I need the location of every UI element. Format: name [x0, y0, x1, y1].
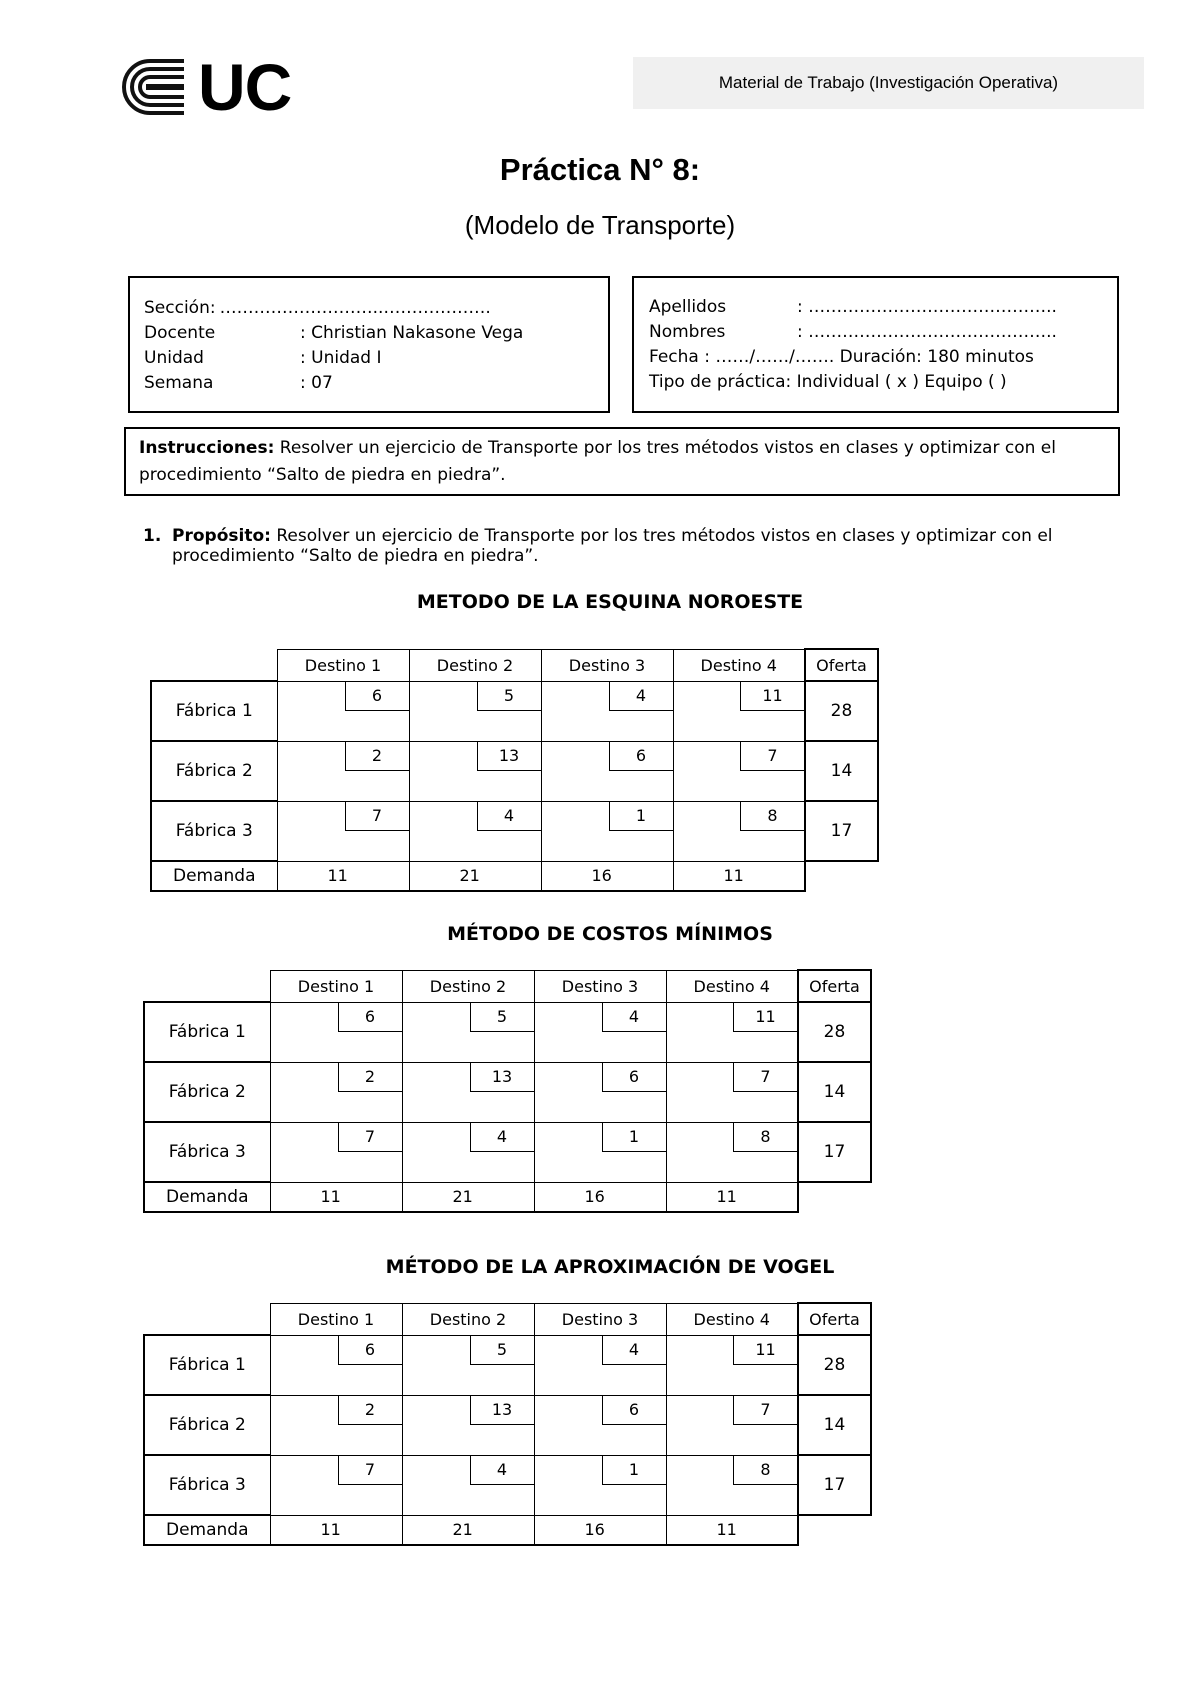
unidad-row [144, 346, 594, 371]
tipo-text: Tipo de práctica: Individual ( x ) Equipo ( ) [649, 372, 1007, 392]
corner-blank [798, 1182, 871, 1212]
supply-value: 14 [805, 741, 878, 801]
cost-value: 7 [345, 802, 409, 831]
demand-value: 11 [277, 861, 409, 891]
allocation-cell [534, 1122, 666, 1182]
allocation-cell [277, 681, 409, 741]
apellidos-row [649, 295, 1102, 320]
allocation-cell [402, 1335, 534, 1395]
allocation-cell [270, 1002, 402, 1062]
allocation-cell [270, 1395, 402, 1455]
cost-value: 4 [477, 802, 541, 831]
allocation-cell [270, 1122, 402, 1182]
fecha-text: Fecha : ……/……/……. Duración: 180 minutos [649, 347, 1034, 367]
cost-value: 11 [733, 1336, 797, 1365]
section-title-northwest: METODO DE LA ESQUINA NOROESTE [416, 591, 804, 613]
header-destino-2: Destino 2 [409, 649, 541, 681]
page-subtitle: (Modelo de Transporte) [464, 210, 736, 240]
cost-value: 2 [338, 1063, 402, 1092]
cost-value: 2 [338, 1396, 402, 1425]
cost-value: 4 [609, 682, 673, 711]
allocation-cell [277, 741, 409, 801]
allocation-cell [277, 801, 409, 861]
cost-value: 11 [733, 1003, 797, 1032]
nombres-row [649, 320, 1102, 345]
row-label-fabrica-2: Fábrica 2 [144, 1395, 270, 1455]
allocation-cell [666, 1395, 798, 1455]
header-destino-2: Destino 2 [402, 1303, 534, 1335]
allocation-cell [409, 681, 541, 741]
page-title: Práctica N° 8: [499, 152, 701, 187]
docente-label: Docente [144, 323, 216, 343]
allocation-cell [673, 801, 805, 861]
header-destino-4: Destino 4 [666, 970, 798, 1002]
seccion-row [144, 296, 594, 321]
transport-table-min-cost [143, 969, 872, 1213]
demand-value: 21 [409, 861, 541, 891]
header-destino-3: Destino 3 [534, 1303, 666, 1335]
demand-value: 11 [270, 1182, 402, 1212]
allocation-cell [541, 801, 673, 861]
cost-value: 8 [733, 1456, 797, 1485]
demand-label: Demanda [151, 861, 277, 891]
cost-value: 7 [733, 1396, 797, 1425]
unidad-value: : Unidad I [300, 348, 382, 368]
corner-blank [144, 1303, 270, 1335]
allocation-cell [666, 1122, 798, 1182]
supply-value: 14 [798, 1395, 871, 1455]
cost-value: 1 [602, 1123, 666, 1152]
cost-value: 8 [733, 1123, 797, 1152]
uc-logo [122, 50, 292, 124]
header-destino-2: Destino 2 [402, 970, 534, 1002]
cost-value: 5 [477, 682, 541, 711]
tipo-row [649, 370, 1102, 395]
row-label-fabrica-3: Fábrica 3 [144, 1455, 270, 1515]
cost-value: 11 [740, 682, 804, 711]
material-label: Material de Trabajo (Investigación Operativa) [633, 57, 1144, 109]
student-info-box [632, 276, 1119, 413]
row-label-fabrica-2: Fábrica 2 [144, 1062, 270, 1122]
corner-blank [805, 861, 878, 891]
allocation-cell [409, 741, 541, 801]
cost-value: 7 [740, 742, 804, 771]
unidad-label: Unidad [144, 348, 204, 368]
allocation-cell [534, 1335, 666, 1395]
row-label-fabrica-3: Fábrica 3 [151, 801, 277, 861]
allocation-cell [666, 1335, 798, 1395]
nombres-value: : …………………………………….. [797, 322, 1057, 342]
cost-value: 7 [338, 1456, 402, 1485]
allocation-cell [270, 1335, 402, 1395]
header-oferta: Oferta [798, 1303, 871, 1335]
allocation-cell [541, 681, 673, 741]
supply-value: 14 [798, 1062, 871, 1122]
demand-label: Demanda [144, 1182, 270, 1212]
cost-value: 6 [338, 1003, 402, 1032]
fecha-row [649, 345, 1102, 370]
demand-value: 11 [673, 861, 805, 891]
corner-blank [798, 1515, 871, 1545]
allocation-cell [673, 681, 805, 741]
header-oferta: Oferta [798, 970, 871, 1002]
supply-value: 17 [805, 801, 878, 861]
allocation-cell [409, 801, 541, 861]
demand-value: 16 [534, 1515, 666, 1545]
header-destino-3: Destino 3 [541, 649, 673, 681]
supply-value: 17 [798, 1455, 871, 1515]
seccion-label: Sección: [144, 298, 216, 318]
allocation-cell [666, 1002, 798, 1062]
cost-value: 6 [602, 1396, 666, 1425]
cost-value: 13 [470, 1063, 534, 1092]
demand-value: 21 [402, 1515, 534, 1545]
allocation-cell [534, 1455, 666, 1515]
demand-value: 16 [534, 1182, 666, 1212]
header-destino-1: Destino 1 [277, 649, 409, 681]
header-destino-4: Destino 4 [666, 1303, 798, 1335]
row-label-fabrica-3: Fábrica 3 [144, 1122, 270, 1182]
header-oferta: Oferta [805, 649, 878, 681]
cost-value: 5 [470, 1003, 534, 1032]
cost-value: 1 [602, 1456, 666, 1485]
header-destino-1: Destino 1 [270, 970, 402, 1002]
cost-value: 4 [602, 1003, 666, 1032]
purpose-text: Resolver un ejercicio de Transporte por los tres métodos vistos en clases y optimizar con el procedimiento “Salto de piedra en piedra”. [172, 526, 1053, 566]
demand-value: 21 [402, 1182, 534, 1212]
semana-value: : 07 [300, 373, 333, 393]
cost-value: 13 [470, 1396, 534, 1425]
row-label-fabrica-2: Fábrica 2 [151, 741, 277, 801]
uc-logo-text: UC [198, 50, 292, 124]
row-label-fabrica-1: Fábrica 1 [151, 681, 277, 741]
demand-value: 11 [666, 1515, 798, 1545]
semana-label: Semana [144, 373, 214, 393]
row-label-fabrica-1: Fábrica 1 [144, 1335, 270, 1395]
header-destino-4: Destino 4 [673, 649, 805, 681]
transport-table-northwest [150, 648, 879, 892]
supply-value: 28 [798, 1002, 871, 1062]
allocation-cell [270, 1062, 402, 1122]
supply-value: 17 [798, 1122, 871, 1182]
allocation-cell [534, 1062, 666, 1122]
header-destino-1: Destino 1 [270, 1303, 402, 1335]
cost-value: 6 [609, 742, 673, 771]
allocation-cell [666, 1062, 798, 1122]
cost-value: 5 [470, 1336, 534, 1365]
cost-value: 4 [470, 1456, 534, 1485]
purpose-number: 1. [143, 526, 162, 546]
docente-row [144, 321, 594, 346]
cost-value: 6 [345, 682, 409, 711]
allocation-cell [534, 1002, 666, 1062]
apellidos-label: Apellidos [649, 297, 727, 317]
instructions-text: Resolver un ejercicio de Transporte por los tres métodos vistos en clases y optimizar con el procedimiento “Salto de piedra en piedra”. [139, 438, 1056, 485]
allocation-cell [402, 1002, 534, 1062]
allocation-cell [402, 1455, 534, 1515]
cost-value: 1 [609, 802, 673, 831]
corner-blank [151, 649, 277, 681]
allocation-cell [270, 1455, 402, 1515]
supply-value: 28 [798, 1335, 871, 1395]
seccion-value: ………………………..………………. [219, 298, 491, 318]
demand-value: 11 [270, 1515, 402, 1545]
allocation-cell [402, 1122, 534, 1182]
cost-value: 8 [740, 802, 804, 831]
demand-value: 16 [541, 861, 673, 891]
allocation-cell [666, 1455, 798, 1515]
uc-logo-mark-icon [122, 59, 194, 115]
section-title-min-cost: MÉTODO DE COSTOS MÍNIMOS [447, 923, 773, 945]
cost-value: 4 [602, 1336, 666, 1365]
purpose-label: Propósito: [172, 526, 271, 546]
cost-value: 7 [338, 1123, 402, 1152]
cost-value: 6 [338, 1336, 402, 1365]
docente-value: : Christian Nakasone Vega [300, 323, 524, 343]
semana-row [144, 371, 594, 396]
course-info-box [128, 276, 610, 413]
demand-label: Demanda [144, 1515, 270, 1545]
header-destino-3: Destino 3 [534, 970, 666, 1002]
cost-value: 13 [477, 742, 541, 771]
purpose-item [143, 526, 1103, 566]
transport-table-vogel [143, 1302, 872, 1546]
demand-value: 11 [666, 1182, 798, 1212]
section-title-vogel: MÉTODO DE LA APROXIMACIÓN DE VOGEL [385, 1256, 835, 1278]
corner-blank [144, 970, 270, 1002]
supply-value: 28 [805, 681, 878, 741]
instructions-box [124, 427, 1120, 496]
apellidos-value: : …………………………………….. [797, 297, 1057, 317]
allocation-cell [402, 1395, 534, 1455]
allocation-cell [541, 741, 673, 801]
cost-value: 2 [345, 742, 409, 771]
allocation-cell [402, 1062, 534, 1122]
instructions-label: Instrucciones: [139, 438, 275, 458]
row-label-fabrica-1: Fábrica 1 [144, 1002, 270, 1062]
cost-value: 7 [733, 1063, 797, 1092]
cost-value: 6 [602, 1063, 666, 1092]
cost-value: 4 [470, 1123, 534, 1152]
allocation-cell [534, 1395, 666, 1455]
nombres-label: Nombres [649, 322, 726, 342]
allocation-cell [673, 741, 805, 801]
